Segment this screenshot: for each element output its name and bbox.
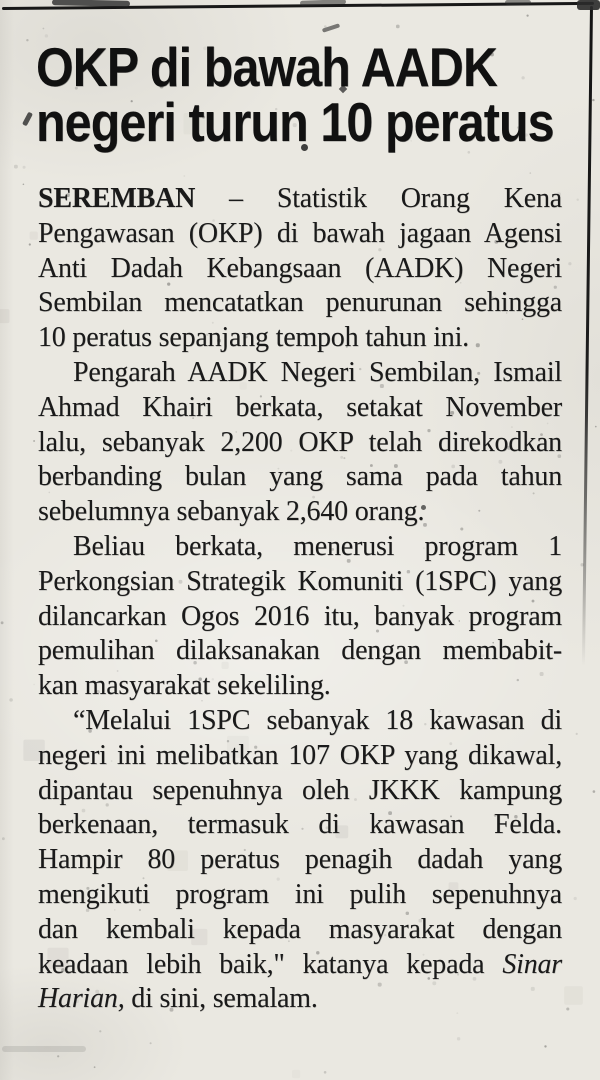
italic-text: Sinar	[502, 948, 562, 980]
paragraph	[38, 704, 562, 1017]
text-line: dan kembali kepada masyarakat dengan	[38, 913, 562, 945]
scan-artifact	[322, 23, 340, 32]
text-line: dilancarkan Ogos 2016 itu, banyak program	[38, 600, 562, 632]
scan-artifact	[22, 112, 33, 127]
text-line: berbanding bulan yang sama pada tahun	[38, 461, 562, 493]
text-line: dipantau sepenuhnya oleh JKKK kampung	[38, 774, 562, 806]
text-line: Sembilan mencatatkan penurunan sehingga	[38, 287, 562, 319]
headline-line-2: negeri turun 10 peratus	[36, 91, 554, 153]
text-line: kan masyarakat sekeliling.	[38, 670, 331, 702]
text-line: “Melalui 1SPC sebanyak 18 kawasan di	[73, 704, 562, 736]
text: – Statistik Orang Kena	[195, 183, 562, 214]
text-line: negeri ini melibatkan 107 OKP yang dikawal,	[38, 739, 562, 771]
scan-artifact	[577, 0, 600, 10]
text-line: pemulihan dilaksanakan dengan membabit-	[38, 635, 562, 667]
paragraph	[38, 530, 562, 704]
paper-noise	[0, 0, 1, 1]
text-line: 10 peratus sepanjang tempoh tahun ini.	[38, 322, 469, 354]
text: keadaan lebih baik," katanya kepada	[38, 948, 503, 980]
scan-artifact	[2, 1046, 86, 1052]
text-line: lalu, sebanyak 2,200 OKP telah direkodkan	[38, 426, 562, 458]
text: di sini, semalam.	[124, 983, 318, 1015]
italic-text: Harian,	[38, 983, 125, 1015]
text-line: Hampir 80 peratus penagih dadah yang	[38, 844, 562, 876]
text-line: Perkongsian Strategik Komuniti (1SPC) yang	[38, 565, 562, 597]
scan-artifact	[505, 0, 531, 5]
headline-line-1: OKP di bawah AADK	[36, 36, 498, 98]
text-line	[38, 982, 562, 1017]
text-line: Pengarah AADK Negeri Sembilan, Ismail	[73, 356, 562, 388]
text-line: berkenaan, termasuk di kawasan Felda.	[38, 809, 562, 841]
text-line: Anti Dadah Kebangsaan (AADK) Negeri	[38, 252, 562, 284]
bold-text: SEREMBAN	[38, 183, 196, 214]
paragraph	[38, 356, 562, 530]
article-body	[38, 182, 562, 1017]
text-line: sebelumnya sebanyak 2,640 orang.	[38, 496, 425, 528]
text-line	[38, 182, 562, 217]
text-line: Beliau berkata, menerusi program 1	[73, 530, 562, 562]
text-line: mengikuti program ini pulih sepenuhnya	[38, 878, 562, 910]
paragraph	[38, 182, 562, 356]
headline	[36, 36, 600, 153]
text-line: Pengawasan (OKP) di bawah jagaan Agensi	[38, 217, 562, 249]
text-line	[38, 948, 562, 983]
text-line: Ahmad Khairi berkata, setakat November	[38, 391, 562, 423]
